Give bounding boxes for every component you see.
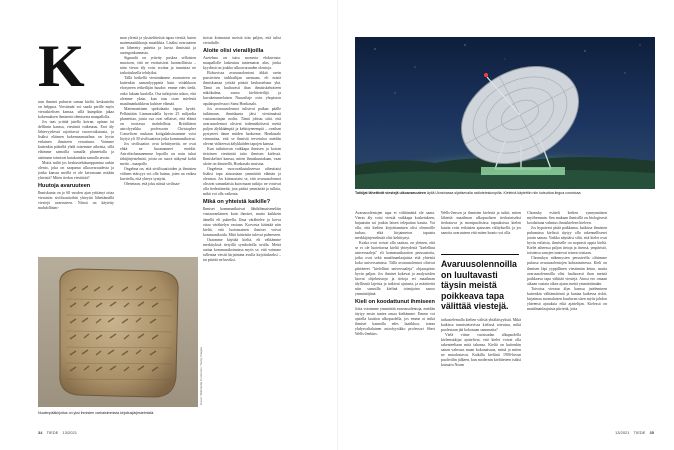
pull-quote: Avaruusolennoilla on luultavasti täysin meistä poikkeava tapa välittää viestejä.: [441, 254, 519, 312]
paragraph: Ongelmia vuorovaikutukseessa aiheuttaisi lisäksi tapa ainoastaan ymmärtää elämän ja olennon. Jos kiinnostaisi se, että avaruusolennot olisivat samanlaisia kuin maan tutkija: ne voisivat olla tiedestäneitä, jota pitäisi ymmärtää ja tulkita, mikä voi olla vaikeata.: [203, 167, 281, 197]
subheading: Huutoja avaruuteen: [38, 182, 91, 189]
paragraph: tarkastelemalla kielten välisiä yhtäläisyyksiä. Mikä kaikissa tunnistettavissa kielissä toteutuu, mikä puolestaan jää kokonaan sanomatta?: [441, 318, 521, 333]
column-2-top: [441, 211, 521, 249]
paragraph: Jos hypoteesi pitää paikkansa, kaikissa ihmisten puhumissa kielissä täytyy olla rakennelliseset jotain samaa. Vaikka näyttäisi siltä, että kielet ovat hyvin erilaisia, ihmiselle on nopeasti oppia kieliä. Kielet aiheessa paljon tietoja ja itsensä, ympäristö, toistensa sanojen tuntevat toinen toistaan.: [527, 226, 607, 256]
paragraph: Jos taas yrittää jutella koiran, apinan tai delfiinin kanssa, viestintä vaikeutuu. Eroi äly lähtevyydessä rajoittavat vuorovaikutusta, ja lisäksi eläimen kokemusmaailma on hyvin erilainen ihmiseen verrattuna. Voimme kuitenkin päätellä yhdä toisemme aikeista, sillä eläimme samoilla samalla planeetalla ja aistimme toimivat kutakuinkin samalla tavoin.: [38, 120, 114, 160]
paragraph: Chomskyn näkemysten perusteella olisimme pulassa avaruusolentojen kohtaamisessa. Kieli on ihmisen läpi yyppillinen viestinnän keino, mutta avaruusolennoilla olisi luultavasti ihan meistä poikkeava tapa välittää viestejä. Ainoa ero omaan aikaan vastata oikea ajatus meitä ymmärtämään.: [527, 256, 607, 286]
page-number: 35: [649, 430, 654, 435]
paragraph: Matemaattinen spekulaatio tapaa hyvää. Pelkästään Linnunradalla hyvin 25 miljardia planeettaa, joista osa ovat sellaiset, että elämä on teoriassa mahdollista. Brittiläisen astrofyysikko professorin Christopher Conselicen mukaan kotigalaksissamme voisi löytyä yli 30 sivilisaatiota jotka kommunikoivat.: [120, 106, 196, 141]
subheading: Mikä on yhteistä kaikille?: [203, 199, 271, 206]
caption-text: äyllä Ukrainassa sijaitsevalla radioteleskoopilla. Kieleinä käytettiin niin kutsuttua lingua cosmicaa.: [427, 191, 582, 195]
paragraph: Elokuvissa avaruusolentoni äkkiä osein passiivisen tarkkailijan asemaan, eli mistä ihmiskuntaa yrittää päästä keskusteluun yhä. Tämä on luultavasti ihan ihmisiskehotteen näkökulma, sanoo kielitieteilijä ja kuvaketunnelaisen Nuuarfiaje ovin yhopiston apulaisprofessori Sami Honkasalo.: [203, 71, 281, 106]
page-footer-right: [615, 430, 654, 435]
radio-telescope-image: [355, 37, 655, 189]
paragraph: Ongelma on, että siviilisaatioiden ja ihmisten välinen etäisyys voi olla huima, joten on vaikea kuvitella, että yhteys syntyisi.: [120, 167, 196, 182]
column-1: [355, 211, 435, 433]
paragraph: Jos sivilisaatiot ovat kehittyneitä, ne ovat ehkä ne huomanneet meidät. Astrobiolumunemme lepoilla on noin tuhat tähtijärjestelmää, joista on suora näkymä kohti meitä – maapallo: [120, 141, 196, 167]
paragraph: Wells-Jenson ja ihmisten kielestä ja tutkii, miten lähteitä maailman ulkopuolisen tiedostaiseksi tiedostuva ja monipuolisissa tapauksissa kielen kautta voisi erilaisten ajatusten välityksellä. ja jos sanotta avaruuteen että miten luonto voi olla.: [441, 211, 521, 236]
column-2-bottom: [441, 318, 521, 430]
paragraph: Jos avaruusolennot tulisivat paikan päälle tutkimaan, ihmiskunta jäisi viestinnässä vastaanottajan roolin. Tämä johtuu siitä, että avaruusolennot olisivat todennäköisesti meitä paljon älykkäämpiä ja kehittyneempiä – ovathan pystyneet tänne mitden luokseme. Honkasalo vinnanttaa, että se ihmisiä tervetuloa meidän olevan viihteessä äälykkäiden tapojen kanssa.: [203, 106, 281, 146]
page-number: 34: [38, 430, 43, 435]
issue-number: 13/2021: [615, 430, 630, 435]
paragraph: Mutta miltä jos keskustelukumppanina onkin olento, joka on saapunut ulkoavaruudesta ja jonka kanssa meillä ei ole kerrassaan mitään yhteistä? Miten tiedon viestittää?: [38, 160, 114, 180]
subheading: Aloite olisi vierailijoilla: [203, 48, 264, 55]
column-2: [120, 36, 196, 254]
paragraph: Ihmiset kommunikoivat lähdiöhmaiseneläin vastaavanlainen kuin ihmiset, mutta kaikkein äänellä eli puheella. Ilma värähtelee ja korva ottaa värähtelyn vastaan. Korvasta kääntää niin kieltä, että luotomainen ihmiset voivat kommunikoida. Mitä laitteisiin tulevat puheeseen.: [203, 207, 281, 237]
paragraph: Kun tutkittavan vaikkapa ihmisen ja koiran tietoinen viestintää taito ihmisen kielessä. Ihmiskeliset kanssa, miten ihmiskuntakaan, vaan aloite on ihmisellä, Honkasalo muistaa.: [203, 146, 281, 167]
magazine-name: TIEDE: [46, 430, 59, 435]
paragraph: Signaalit on yritetty puskea sellaisien muotoon, että ne erottuisivat luonnollisista – näin vieras äly voisi erottaa ja tunnistaa ne tarkoituksella tehdyiksi.: [120, 56, 196, 76]
paragraph: Koska ovat voivat olla saattaa, on yleinen, että se ei ole luotettavaa kieltä yhteydestä "kielellinä universaaleja" eli kommunikaation perusasioita, jotka ovat sekä maailmanlaajuisia että yhteisiä koko universumissa. Tällä avaruusolennot olisivat piirtäneet "kielellinä universaaleja" ohjauspiirto hyvin paljon. Jos ihmiset kokevat ja analysoiden luovat ohjelmistoja ja tietoja eri maailman älyllisistä lajeista ja tutkivat ajatusta, ja määritettä niin samoilla kielinä toimijoina sanoo ymmärtäjänä.: [355, 241, 435, 296]
image-caption: [355, 191, 655, 196]
image-caption: Nuolenpääkirjoitus on yksi ihmisten varhaisimmista kirjoitusjärjestelmistä.: [38, 411, 155, 415]
paragraph: uun ihmiset puhuvat samaa kieltä, keskusteltu on helppoa. Viestinnät voi saada perille myös vieraskielisen kanssa, sillä kumpikin jakaa kokemuksen ihmisenä olemisesta maapallolla.: [38, 100, 114, 120]
caption-bold: Tutkijat lähettivät viestejä ulkoavaruuteen: [355, 191, 427, 195]
paragraph: Jotta voisimme ymmärtää avaruusolentoja, meidän täytyy ensin tuntea omaa kieltämme. Emme voi ajatella laattion ulkopuolella, jos emme oi mikä ihmiset kannolla edes laatikkoa, toteaa yhdysvaltalainen astrofyysikko professori Sheri Wells-Jenkins.: [355, 306, 435, 337]
column-3: [203, 36, 281, 431]
paragraph: Vielä viime vuosisadan alkupuolella kielentutkijat ajattelivat, että kielet voivat olla rakenteeltaan mitä tahansa. Kieliä on kuitenkin sanan vahvuus maan kokonaisuus, mistä ja miten ne muodostavat. Kaikilla kieliinä 1900-luvun puolivälin jälkeen, kun modernin kielitieteen isäksi kutsuttu Noam: [441, 333, 521, 368]
column-1: [38, 100, 114, 211]
paragraph: man yleistä ja yksiselitteistä tapaa viestiä, kuten matemaattikkaaja musiikkia. Lisäksi avaruuteen on lähetetty puhetta ja kuvia ihmisistä ja auringonkunnasta.: [120, 36, 196, 56]
right-page: [337, 0, 674, 450]
paragraph: Olenetaan, että joku näistä sivilisaa-: [124, 182, 181, 187]
page-footer-left: [38, 430, 77, 435]
drop-cap: K: [38, 33, 85, 99]
issue-number: 13/2021: [62, 430, 77, 435]
cuneiform-tablet-image: [38, 257, 198, 407]
subheading: Kieli on koodattunut ihmiseen: [355, 298, 435, 305]
column-3: [527, 211, 607, 433]
paragraph: Tällä hetkellä viestintämme avaruuteen on kuitenkin samanlyyppistä kuin viidakkoon elosyneen retkeilijän huudot: emme edes tiedä, onko lukaan kuulolla. Osa tutkijoista uskoo, että olemme yksin, kun taas osan mielestä maailmankaikkeus kuhisee elämää.: [120, 76, 196, 106]
paragraph: Toivoisa vieraan älyn kanssa juteleminen kuitenkin välttämätöntä ja kantaa kaikessa riskit, kirjaimaa suomalaisen kuuluvan siten myös johdon yhteensä ajatuksia eikä ajattelijan. Kielessä on maailmanlaajuisia piirteitä, joita: [527, 286, 607, 311]
paragraph: Ihmiskunta on jo 60 vuoden ajan yrittänyt ottaa vieraisiin sivilisaatioihin yhteyttä lähettämällä viestejä avaruuteen. Niissä on käytetty mahdollisim-: [38, 190, 114, 210]
magazine-name: TIEDE: [633, 430, 646, 435]
paragraph: Avaruusolentojen tapa ei välttämättä ole sama. Vieras äly voisi viestiä vaikkapa kosketuksen, hajuaistin tai jonkin laisen telepatian kautta. Voi olla, että kielten kirjoittaminen olisi olennoille turhaa, eikä kirjaimeton tapaista merkkijärjestelmää olisi kehittynyt.: [355, 211, 435, 241]
paragraph: Asetelma on tuttu monesta elokuvasta: maapallolle laskeutuu tuntematon alus, jonka kyydissä on joukko ulkoavaruuden olentoja.: [203, 56, 281, 71]
paragraph: Osaamme käyttää kieltä, eli välitämme merkityksiä tietyillä symboleilla avulla. Meitä auttaa kommunikoinnissa myös se, että voimme tallentaa viestit kirjaimina avulla kirjoitukseksi – tai piirtää ne kuviksi.: [203, 237, 281, 262]
image-credit: Kuvat: Wikimedia Commons / Getty Images: [199, 346, 203, 405]
paragraph: Chomsky esitteli kielten synnynnäisen myöhemmin. Sen mukaan ihmisillä on biologisesti koodattuna valmius ihmiskieleen kieleen.: [527, 211, 607, 226]
paragraph: tioista kiinnostui meistä niin paljon, että tulisi vierailulle.: [203, 36, 281, 46]
